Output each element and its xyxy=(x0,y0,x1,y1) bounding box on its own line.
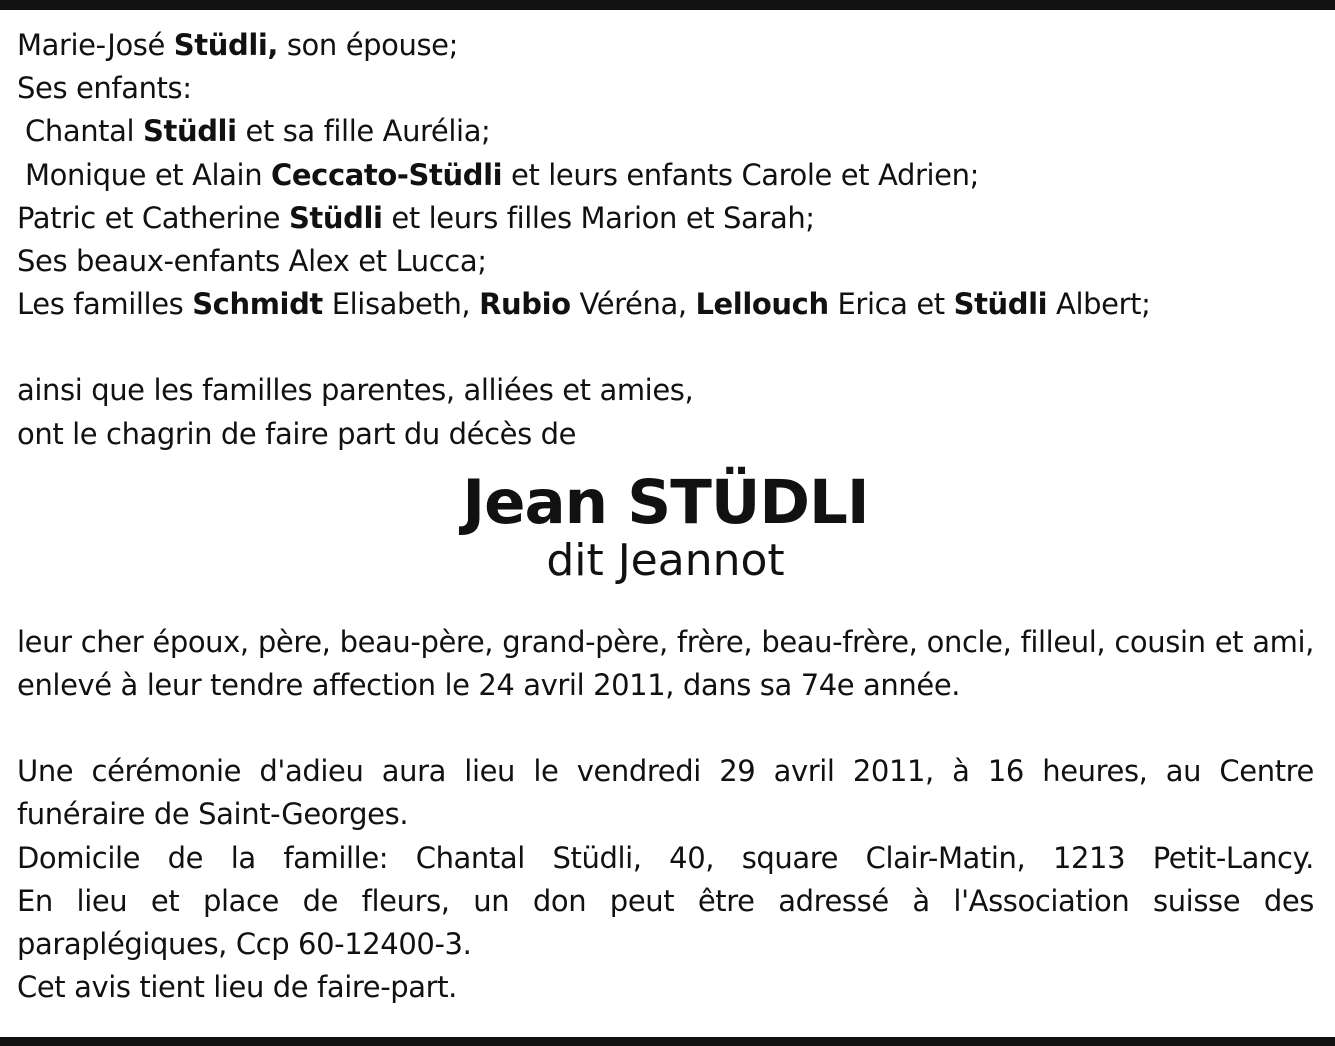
children-heading: Ses enfants: xyxy=(17,71,192,106)
child-first-name: Monique et Alain xyxy=(25,157,272,192)
child-line-patric xyxy=(17,197,1314,240)
deceased-nickname: dit Jeannot xyxy=(546,534,785,586)
blank-line xyxy=(17,583,1314,621)
child-relation: et leurs enfants Carole et Adrien; xyxy=(502,157,979,192)
family-surname: Rubio xyxy=(479,287,571,322)
wife-surname: Stüdli, xyxy=(173,28,279,62)
bottom-border-rule xyxy=(0,1037,1335,1046)
domicile-paragraph: Domicile de la famille: Chantal Stüdli, 40, square Clair-Matin, 1213 Petit-Lancy. xyxy=(17,840,1314,875)
families-line xyxy=(17,283,1314,326)
child-surname: Stüdli xyxy=(143,114,237,149)
announcement-line-1: ainsi que les familles parentes, alliées et amies, xyxy=(17,373,694,408)
closing-line: Cet avis tient lieu de faire-part. xyxy=(17,970,457,1005)
obituary-notice xyxy=(17,24,1314,1009)
blank-line xyxy=(17,707,1314,750)
description-paragraph: leur cher époux, père, beau-père, grand-père, frère, beau-frère, oncle, filleul, cousin et ami, enlevé à leur tendre affection le 24 avril 2011, dans sa 74e année. xyxy=(17,624,1314,703)
family-first-name: Elisabeth, xyxy=(322,287,480,322)
family-surname: Stüdli xyxy=(953,287,1048,322)
child-first-name: Chantal xyxy=(25,114,143,149)
child-relation: et sa fille Aurélia; xyxy=(236,114,491,149)
deceased-block xyxy=(17,460,1314,586)
child-relation: et leurs filles Marion et Sarah; xyxy=(382,200,815,235)
child-first-name: Patric et Catherine xyxy=(17,200,289,235)
family-first-name: Erica et xyxy=(828,287,954,322)
wife-first-name: Marie-José xyxy=(17,28,174,62)
family-first-name: Véréna, xyxy=(570,287,696,322)
families-prefix: Les familles xyxy=(17,287,193,322)
family-first-name: Albert; xyxy=(1047,287,1151,322)
donation-paragraph: En lieu et place de fleurs, un don peut être adressé à l'Association suisse des paraplégiques, Ccp 60-12400-3. xyxy=(17,883,1314,962)
child-surname: Stüdli xyxy=(288,200,383,235)
child-line-chantal xyxy=(17,110,1314,153)
wife-line xyxy=(17,24,1314,67)
family-surname: Schmidt xyxy=(192,287,323,322)
deceased-name: Jean STÜDLI xyxy=(462,466,869,538)
blank-line xyxy=(17,326,1314,369)
child-line-monique xyxy=(17,154,1314,197)
top-border-rule xyxy=(0,0,1335,10)
stepchildren-line: Ses beaux-enfants Alex et Lucca; xyxy=(17,244,487,279)
child-surname: Ceccato-Stüdli xyxy=(271,157,503,192)
announcement-line-2: ont le chagrin de faire part du décès de xyxy=(17,416,577,451)
wife-relation: son épouse; xyxy=(278,28,458,62)
family-surname: Lellouch xyxy=(695,287,829,322)
ceremony-paragraph: Une cérémonie d'adieu aura lieu le vendredi 29 avril 2011, à 16 heures, au Centre funéraire de Saint-Georges. xyxy=(17,754,1314,832)
